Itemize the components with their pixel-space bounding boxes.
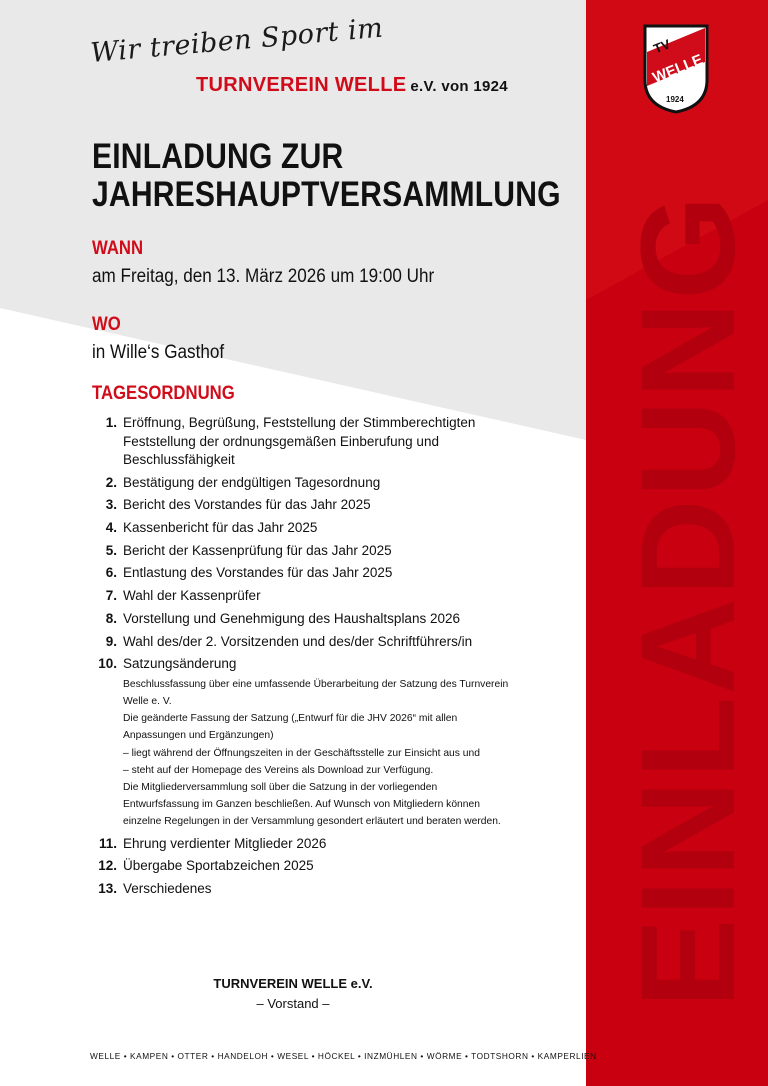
title-line-1: EINLADUNG ZUR [92, 137, 344, 176]
agenda-item-text: Ehrung verdienter Mitglieder 2026 [123, 835, 327, 851]
detail-paragraph: Die Mitgliederversammlung soll über die Satzung in der vorliegenden Entwurfsfassung im Ganzen beschließen. Auf Wunsch von Mitgliedern können einzelne Regelungen in der Versammlung gesondert erläutert und beraten werden. [123, 781, 501, 828]
where-heading: WO [92, 314, 121, 335]
logo-top-text: TV [651, 36, 673, 57]
slogan: Wir treiben Sport im [89, 12, 385, 69]
agenda-item [90, 519, 510, 538]
vertical-banner-word: EINLADUNG [614, 193, 763, 1008]
footer-towns: WELLE • KAMPEN • OTTER • HANDELOH • WESEL • HÖCKEL • INZMÜHLEN • WÖRME • TODTSHORN • KAMPERLIEN [90, 1051, 597, 1061]
agenda-item-text: Satzungsänderung [123, 656, 237, 672]
grey-diagonal-band [0, 0, 586, 440]
agenda-item-text: Kassenbericht für das Jahr 2025 [123, 520, 318, 536]
agenda-item-number: 12. [98, 858, 117, 874]
detail-paragraph: – liegt während der Öffnungszeiten in der Geschäftsstelle zur Einsicht aus und [123, 747, 480, 759]
agenda-item [90, 857, 510, 876]
detail-paragraph: Die geänderte Fassung der Satzung („Entwurf für die JHV 2026“ mit allen Anpassungen und Ergänzungen) [123, 713, 458, 742]
agenda-item-text: Bericht der Kassenprüfung für das Jahr 2025 [123, 542, 392, 558]
agenda-item [90, 414, 510, 470]
agenda-item [90, 880, 510, 899]
agenda-item-number: 3. [105, 497, 117, 513]
agenda-item-number: 13. [98, 881, 117, 897]
agenda-item-text-block [117, 655, 510, 830]
agenda-item-text: Vorstellung und Genehmigung des Haushaltsplans 2026 [123, 610, 460, 626]
where-text: in Wille‘s Gasthof [92, 342, 225, 363]
agenda-item [90, 474, 510, 493]
agenda-item-text: Verschiedenes [123, 881, 212, 897]
detail-paragraph: – steht auf der Homepage des Vereins als Download zur Verfügung. [123, 764, 434, 776]
title-line-2: JAHRESHAUPTVERSAMMLUNG [92, 175, 561, 214]
agenda-item-number: 11. [98, 835, 117, 851]
agenda-item-number: 7. [105, 588, 117, 604]
agenda-item [90, 655, 510, 830]
agenda-item-text: Bestätigung der endgültigen Tagesordnung [123, 474, 381, 490]
club-logo [641, 22, 711, 114]
shield-icon [641, 22, 711, 114]
agenda-item [90, 633, 510, 652]
agenda-item-text: Entlastung des Vorstandes für das Jahr 2025 [123, 565, 393, 581]
footer-club-name: TURNVEREIN WELLE e.V. [213, 976, 373, 991]
agenda-item-text: Wahl des/der 2. Vorsitzenden und des/der Schriftführers/in [123, 633, 473, 649]
agenda-item [90, 564, 510, 583]
agenda-item-number: 4. [105, 520, 117, 536]
agenda-list [90, 414, 510, 903]
logo-name-text: WELLE [650, 51, 706, 87]
agenda-item-text: Wahl der Kassenprüfer [123, 588, 261, 604]
agenda-item [90, 835, 510, 854]
agenda-item [90, 587, 510, 606]
agenda-item [90, 542, 510, 561]
agenda-item-number: 9. [105, 633, 117, 649]
agenda-heading: TAGESORDNUNG [92, 383, 235, 404]
club-name-line [196, 74, 508, 97]
when-heading: WANN [92, 238, 144, 259]
agenda-item-number: 10. [98, 656, 117, 672]
agenda-item-number: 1. [105, 415, 117, 430]
agenda-item-number: 5. [105, 542, 117, 558]
agenda-item-details [123, 676, 510, 831]
club-suffix: e.V. von 1924 [410, 78, 508, 95]
agenda-item-number: 6. [105, 565, 117, 581]
agenda-item-number: 8. [105, 610, 117, 626]
club-name: TURNVEREIN WELLE [196, 74, 407, 96]
agenda-item-text: Bericht des Vorstandes für das Jahr 2025 [123, 497, 371, 513]
agenda-item [90, 610, 510, 629]
page-title [92, 138, 561, 214]
detail-paragraph: Beschlussfassung über eine umfassende Überarbeitung der Satzung des Turnverein Welle e. V. [123, 678, 509, 707]
when-text: am Freitag, den 13. März 2026 um 19:00 Uhr [92, 266, 435, 287]
agenda-item [90, 496, 510, 515]
agenda-item-number: 2. [105, 474, 117, 490]
logo-year-text: 1924 [666, 95, 684, 104]
agenda-item-text: Übergabe Sportabzeichen 2025 [123, 858, 314, 874]
agenda-item-text: Eröffnung, Begrüßung, Feststellung der Stimmberechtigten Feststellung der ordnungsgemäßen Einberufung und Beschlussfähigkeit [123, 415, 476, 467]
footer-board: – Vorstand – [256, 996, 330, 1011]
